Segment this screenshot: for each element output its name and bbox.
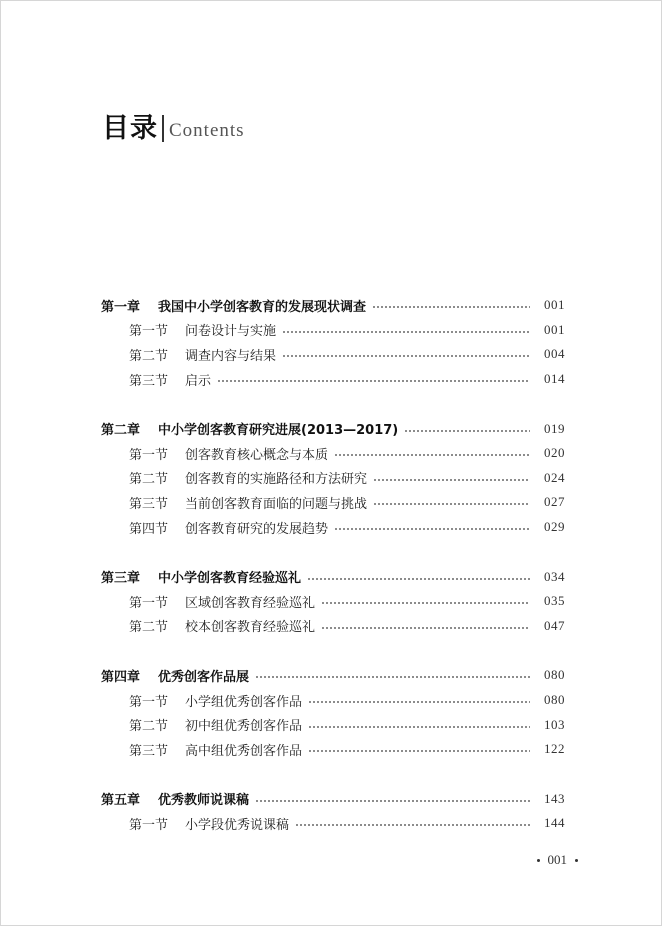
section-number: 第二节 xyxy=(129,348,169,364)
dot-leader xyxy=(308,701,530,703)
dot-leader xyxy=(307,578,530,580)
dot-leader xyxy=(255,676,530,678)
page-number: 080 xyxy=(544,692,565,708)
dot-leader xyxy=(373,479,530,481)
section-number: 第三节 xyxy=(129,743,169,759)
chapter-spacer xyxy=(0,762,662,787)
toc-section-entry[interactable] xyxy=(0,367,662,392)
chapter-number: 第一章 xyxy=(101,299,141,315)
section-title-wrap xyxy=(185,444,536,463)
page-number: 014 xyxy=(544,371,565,387)
page-number: 001 xyxy=(544,297,565,313)
section-title-wrap xyxy=(185,715,536,734)
folio-dot-left xyxy=(537,859,540,862)
toc-section-entry[interactable] xyxy=(0,342,662,367)
dot-leader xyxy=(282,331,530,333)
section-title-wrap xyxy=(185,493,536,512)
chapter-title-wrap xyxy=(158,666,536,685)
dot-leader xyxy=(308,726,530,728)
chapter-number: 第三章 xyxy=(101,571,141,587)
toc-chapter-entry[interactable] xyxy=(0,293,662,318)
toc-section-entry[interactable] xyxy=(0,688,662,713)
page-number: 029 xyxy=(544,519,565,535)
chapter-title: 中小学创客教育研究进展(2013—2017) xyxy=(158,423,399,439)
page-number: 027 xyxy=(544,494,565,510)
chapter-title: 优秀创客作品展 xyxy=(158,669,250,685)
section-title-wrap xyxy=(185,370,536,389)
section-title: 小学段优秀说课稿 xyxy=(185,817,290,833)
dot-leader xyxy=(373,503,530,505)
page-folio xyxy=(537,852,579,868)
toc-section-entry[interactable] xyxy=(0,589,662,614)
section-title: 启示 xyxy=(185,373,212,389)
dot-leader xyxy=(404,430,530,432)
toc-section-entry[interactable] xyxy=(0,490,662,515)
section-number: 第一节 xyxy=(129,324,169,340)
page-number: 034 xyxy=(544,568,565,584)
dot-leader xyxy=(295,824,530,826)
heading-title-en: Contents xyxy=(169,120,245,141)
dot-leader xyxy=(321,627,530,629)
section-title: 小学组优秀创客作品 xyxy=(185,694,303,710)
dot-leader xyxy=(334,528,530,530)
chapter-title: 中小学创客教育经验巡礼 xyxy=(158,571,302,587)
section-number: 第三节 xyxy=(129,496,169,512)
chapter-number: 第二章 xyxy=(101,423,141,439)
chapter-title: 我国中小学创客教育的发展现状调查 xyxy=(158,299,367,315)
section-title: 区域创客教育经验巡礼 xyxy=(185,595,316,611)
folio-dot-right xyxy=(575,859,578,862)
section-title: 创客教育核心概念与本质 xyxy=(185,447,329,463)
page-number: 024 xyxy=(544,469,565,485)
dot-leader xyxy=(255,800,530,802)
page-number: 143 xyxy=(544,790,565,806)
section-title-wrap xyxy=(185,616,536,635)
section-title: 调查内容与结果 xyxy=(185,348,277,364)
chapter-number: 第四章 xyxy=(101,669,141,685)
toc-chapter-entry[interactable] xyxy=(0,787,662,812)
dot-leader xyxy=(282,355,530,357)
chapter-number: 第五章 xyxy=(101,793,141,809)
section-number: 第二节 xyxy=(129,620,169,636)
toc-heading xyxy=(102,110,245,146)
section-title: 创客教育的实施路径和方法研究 xyxy=(185,472,368,488)
chapter-title-wrap xyxy=(158,419,536,438)
section-title-wrap xyxy=(185,592,536,611)
section-number: 第一节 xyxy=(129,694,169,710)
section-title: 创客教育研究的发展趋势 xyxy=(185,521,329,537)
section-number: 第二节 xyxy=(129,472,169,488)
toc-section-entry[interactable] xyxy=(0,515,662,540)
chapter-title-wrap xyxy=(158,567,536,586)
page-number: 144 xyxy=(544,815,565,831)
section-title-wrap xyxy=(185,345,536,364)
section-title-wrap xyxy=(185,320,536,339)
dot-leader xyxy=(321,602,530,604)
toc-section-entry[interactable] xyxy=(0,737,662,762)
heading-title-cn: 目录 xyxy=(102,113,158,144)
toc-section-entry[interactable] xyxy=(0,441,662,466)
table-of-contents xyxy=(0,293,662,836)
section-number: 第二节 xyxy=(129,719,169,735)
page-number: 047 xyxy=(544,617,565,633)
dot-leader xyxy=(217,380,530,382)
chapter-spacer xyxy=(0,391,662,416)
chapter-title-wrap xyxy=(158,789,536,808)
section-title: 校本创客教育经验巡礼 xyxy=(185,620,316,636)
page-number: 001 xyxy=(544,321,565,337)
dot-leader xyxy=(308,750,530,752)
folio-page-number: 001 xyxy=(547,852,567,867)
section-title: 初中组优秀创客作品 xyxy=(185,719,303,735)
page-number: 080 xyxy=(544,667,565,683)
section-title-wrap xyxy=(185,691,536,710)
section-title-wrap xyxy=(185,740,536,759)
section-title-wrap xyxy=(185,468,536,487)
section-title: 问卷设计与实施 xyxy=(185,324,277,340)
page-number: 004 xyxy=(544,346,565,362)
chapter-spacer xyxy=(0,638,662,663)
section-number: 第三节 xyxy=(129,373,169,389)
page-number: 020 xyxy=(544,445,565,461)
section-title: 当前创客教育面临的问题与挑战 xyxy=(185,496,368,512)
section-number: 第一节 xyxy=(129,817,169,833)
section-title-wrap xyxy=(185,518,536,537)
toc-section-entry[interactable] xyxy=(0,614,662,639)
chapter-title-wrap xyxy=(158,296,536,315)
page-number: 019 xyxy=(544,420,565,436)
toc-section-entry[interactable] xyxy=(0,712,662,737)
page-number: 122 xyxy=(544,741,565,757)
section-number: 第一节 xyxy=(129,447,169,463)
toc-section-entry[interactable] xyxy=(0,811,662,836)
section-title: 高中组优秀创客作品 xyxy=(185,743,303,759)
toc-section-entry[interactable] xyxy=(0,318,662,343)
chapter-title: 优秀教师说课稿 xyxy=(158,793,250,809)
toc-chapter-entry[interactable] xyxy=(0,416,662,441)
dot-leader xyxy=(334,454,530,456)
section-title-wrap xyxy=(185,814,536,833)
toc-chapter-entry[interactable] xyxy=(0,663,662,688)
section-number: 第一节 xyxy=(129,595,169,611)
dot-leader xyxy=(372,306,530,308)
page-number: 035 xyxy=(544,593,565,609)
toc-section-entry[interactable] xyxy=(0,466,662,491)
heading-divider xyxy=(162,115,164,142)
toc-chapter-entry[interactable] xyxy=(0,564,662,589)
section-number: 第四节 xyxy=(129,521,169,537)
page-number: 103 xyxy=(544,716,565,732)
chapter-spacer xyxy=(0,539,662,564)
